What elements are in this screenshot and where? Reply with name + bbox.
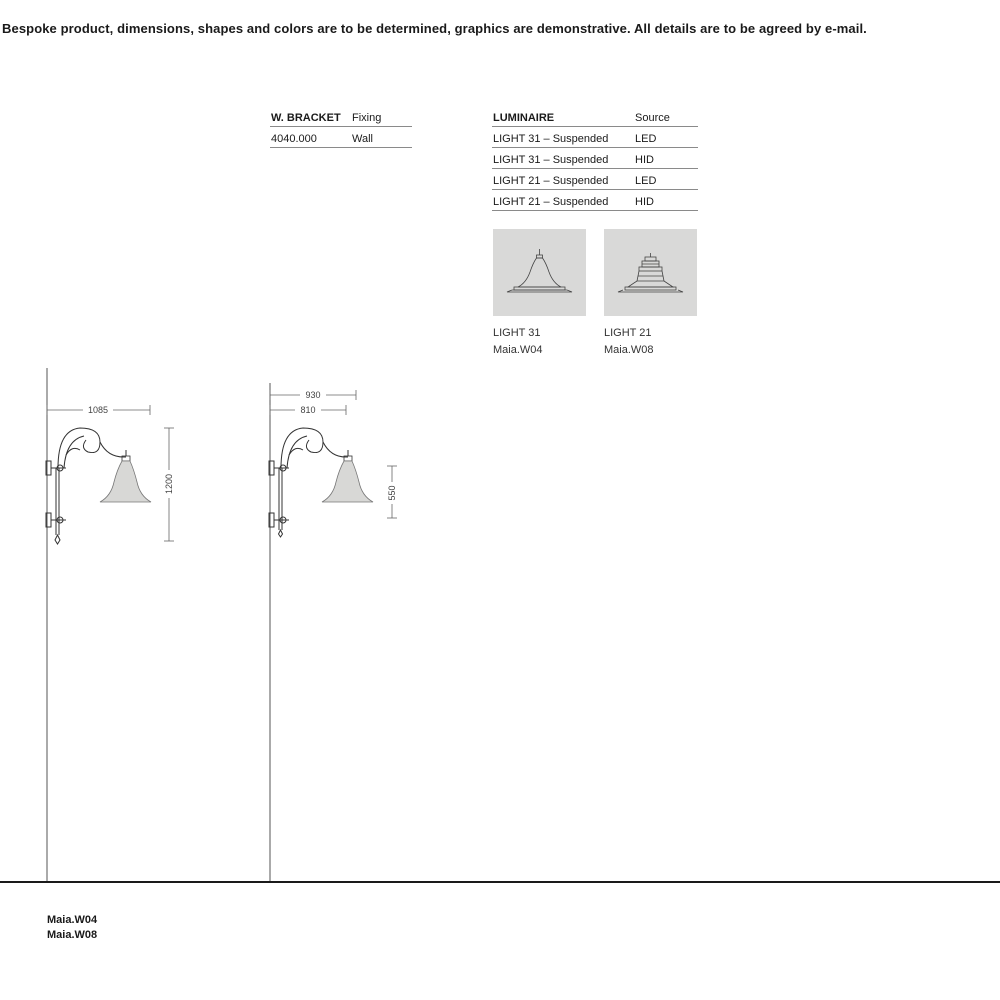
table-header: Source: [634, 106, 698, 127]
table-cell: 4040.000: [270, 127, 351, 148]
divider: [0, 881, 1000, 883]
dimension-label: 1200: [164, 473, 174, 495]
shade-icon: [322, 461, 373, 502]
footer-model: Maia.W04: [47, 914, 98, 926]
dimension-label: 1085: [87, 405, 109, 415]
bracket-w04-drawing: [46, 368, 175, 881]
luminaire-table: [492, 106, 698, 211]
table-header: W. BRACKET: [270, 106, 351, 127]
disclaimer-notice: Bespoke product, dimensions, shapes and colors are to be determined, graphics are demonstrative. All details are to be agreed by e-mail.: [2, 21, 867, 36]
table-cell: LIGHT 21 – Suspended: [492, 169, 634, 190]
table-cell: LIGHT 21 – Suspended: [492, 190, 634, 211]
dimension-label: 810: [300, 405, 316, 415]
dimension-label: 550: [387, 485, 397, 501]
table-header-row: [492, 106, 698, 127]
table-header: LUMINAIRE: [492, 106, 634, 127]
light-21-caption: [604, 325, 654, 359]
thumb-code: Maia.W08: [604, 344, 654, 356]
thumb-name: LIGHT 31: [493, 327, 541, 339]
table-cell: LED: [634, 169, 698, 190]
bracket-table: [270, 106, 412, 148]
thumb-code: Maia.W04: [493, 344, 543, 356]
footer-model: Maia.W08: [47, 929, 98, 941]
thumb-name: LIGHT 21: [604, 327, 652, 339]
light-31-caption: [493, 325, 543, 359]
table-row: [492, 169, 698, 190]
table-row: [492, 148, 698, 169]
footer-model-list: [47, 913, 97, 943]
technical-drawing: [0, 360, 430, 890]
table-header: Fixing: [351, 106, 412, 127]
shade-icon: [100, 461, 151, 502]
dimension-label: 930: [305, 390, 321, 400]
light-31-thumbnail[interactable]: [493, 229, 586, 316]
table-cell: LIGHT 31 – Suspended: [492, 127, 634, 148]
table-cell: HID: [634, 190, 698, 211]
bracket-w08-drawing: [269, 383, 398, 881]
light-21-thumbnail[interactable]: [604, 229, 697, 316]
bell-lamp-icon: [493, 229, 586, 316]
table-row: [270, 127, 412, 148]
table-row: [492, 190, 698, 211]
table-row: [492, 127, 698, 148]
table-cell: HID: [634, 148, 698, 169]
lantern-lamp-icon: [604, 229, 697, 316]
table-cell: Wall: [351, 127, 412, 148]
table-cell: LED: [634, 127, 698, 148]
table-cell: LIGHT 31 – Suspended: [492, 148, 634, 169]
table-header-row: [270, 106, 412, 127]
